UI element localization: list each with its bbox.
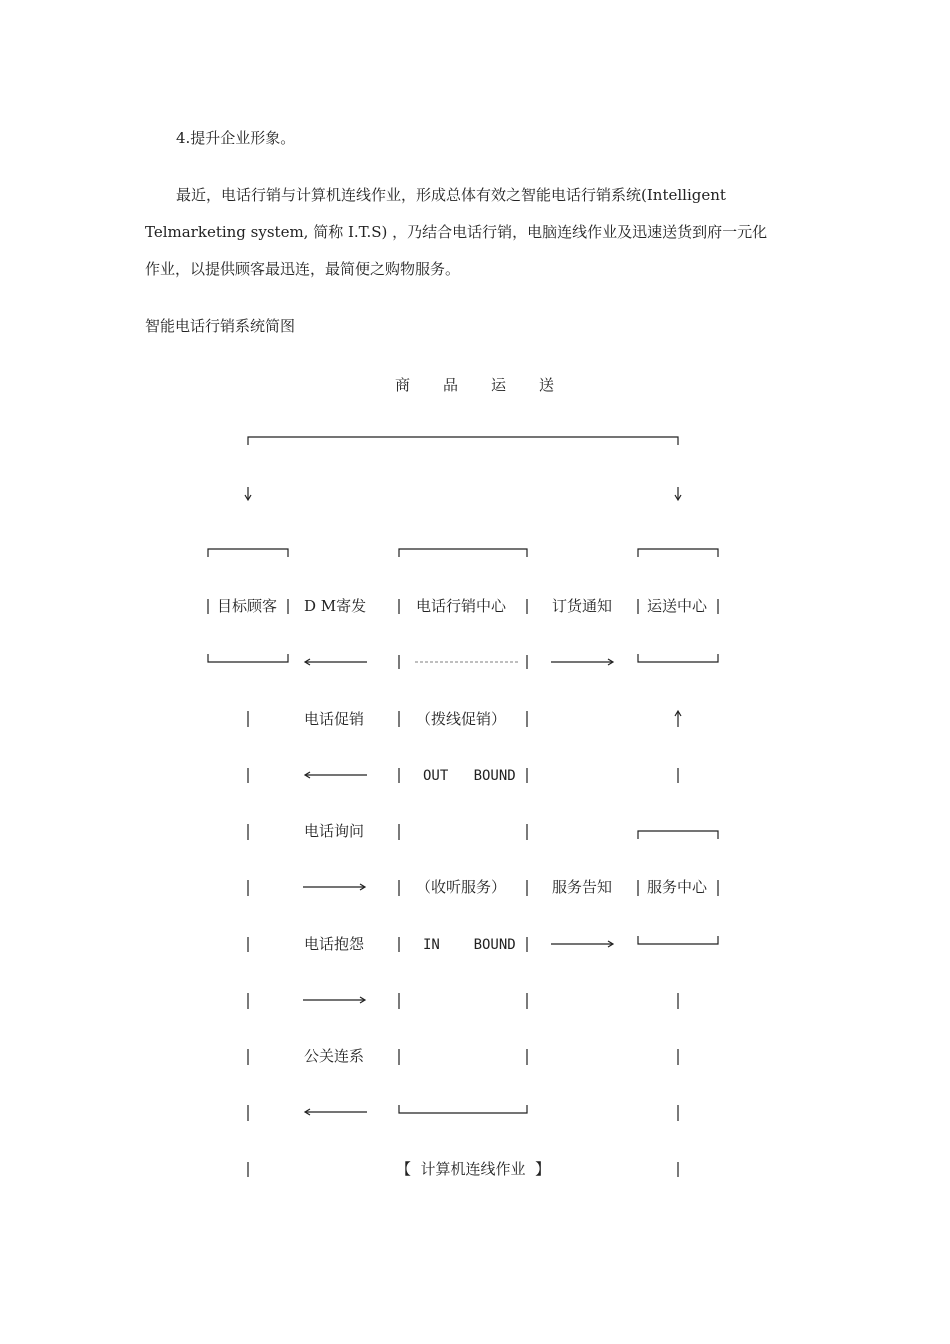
edge-order-label: 订货通知	[552, 597, 613, 615]
center-inbound-label: IN BOUND	[423, 937, 516, 953]
box-transport-top	[638, 549, 718, 557]
edge-pr-label: 公关连系	[304, 1047, 365, 1065]
box-center-bottom	[399, 1105, 527, 1113]
edge-service-notice-label: 服务告知	[552, 878, 613, 896]
top-bracket	[248, 437, 678, 445]
box-target-top	[208, 549, 288, 557]
box-center-top	[399, 549, 527, 557]
box-transport-label: 运送中心	[647, 597, 708, 615]
box-center-label: 电话行销中心	[416, 597, 507, 615]
center-inbound-cn: （收听服务）	[416, 878, 507, 896]
box-target-label: 目标顾客	[217, 597, 278, 615]
edge-phone-complaint-label: 电话抱怨	[304, 935, 365, 953]
box-service-label: 服务中心	[647, 878, 708, 896]
title-char: 送	[539, 376, 555, 394]
paragraph-line: 作业，以提供顾客最迅连，最简便之购物服务。	[145, 260, 461, 278]
diagram-footer-label: 【 计算机连线作业 】	[396, 1160, 551, 1178]
title-char: 商	[395, 376, 411, 394]
box-service-top	[638, 831, 718, 839]
title-char: 运	[491, 376, 507, 394]
center-outbound-label: OUT BOUND	[423, 768, 516, 784]
box-service-bottom	[638, 936, 718, 944]
edge-phone-promo-label: 电话促销	[304, 710, 365, 728]
edge-dm-label: D M寄发	[304, 597, 367, 615]
paragraph-line: Telmarketing system, 简称 I.T.S) ，乃结合电话行销，电脑连线作业及迅速送货到府一元化	[145, 223, 768, 241]
box-transport-bottom	[638, 654, 718, 662]
title-char: 品	[443, 376, 459, 394]
paragraph-line: 最近，电话行销与计算机连线作业，形成总体有效之智能电话行销系统(Intelligent	[176, 186, 726, 204]
edge-phone-inquiry-label: 电话询问	[304, 822, 365, 840]
box-target-bottom	[208, 654, 288, 662]
diagram-caption: 智能电话行销系统简图	[145, 317, 296, 335]
center-outbound-cn: （拨线促销）	[416, 710, 507, 728]
list-item-4: 4.提升企业形象。	[176, 129, 296, 147]
